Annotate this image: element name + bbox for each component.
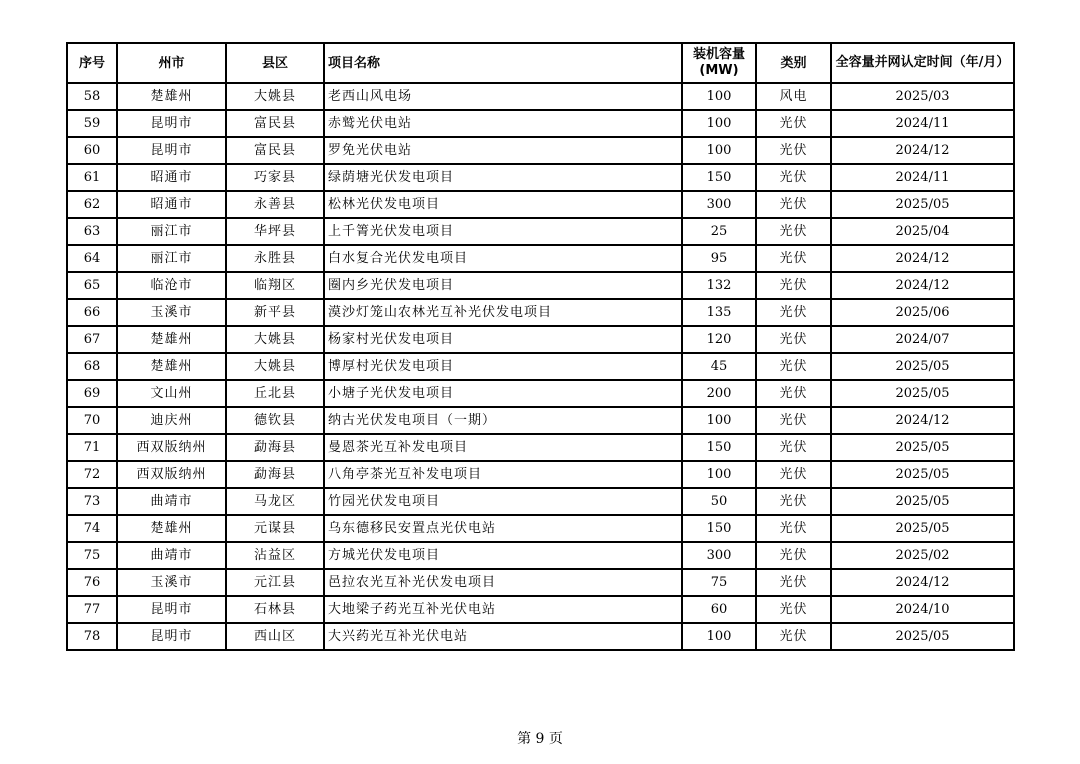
cell-category: 风电 bbox=[756, 83, 831, 110]
cell-prefecture: 昭通市 bbox=[117, 191, 226, 218]
cell-seq: 72 bbox=[67, 461, 117, 488]
cell-grid-date: 2024/12 bbox=[831, 272, 1014, 299]
table-row bbox=[67, 407, 1014, 434]
table-row bbox=[67, 596, 1014, 623]
cell-capacity: 150 bbox=[682, 164, 756, 191]
cell-county: 沾益区 bbox=[226, 542, 324, 569]
cell-county: 临翔区 bbox=[226, 272, 324, 299]
cell-grid-date: 2025/05 bbox=[831, 623, 1014, 650]
cell-county: 大姚县 bbox=[226, 353, 324, 380]
cell-grid-date: 2025/05 bbox=[831, 434, 1014, 461]
cell-capacity: 100 bbox=[682, 623, 756, 650]
cell-seq: 77 bbox=[67, 596, 117, 623]
cell-category: 光伏 bbox=[756, 461, 831, 488]
cell-seq: 64 bbox=[67, 245, 117, 272]
cell-project: 八角亭茶光互补发电项目 bbox=[324, 461, 682, 488]
cell-grid-date: 2025/05 bbox=[831, 353, 1014, 380]
cell-prefecture: 昆明市 bbox=[117, 596, 226, 623]
cell-capacity: 75 bbox=[682, 569, 756, 596]
cell-seq: 78 bbox=[67, 623, 117, 650]
cell-grid-date: 2024/12 bbox=[831, 245, 1014, 272]
cell-project: 小塘子光伏发电项目 bbox=[324, 380, 682, 407]
table-row bbox=[67, 164, 1014, 191]
cell-prefecture: 曲靖市 bbox=[117, 542, 226, 569]
table-row bbox=[67, 137, 1014, 164]
cell-prefecture: 楚雄州 bbox=[117, 515, 226, 542]
cell-capacity: 60 bbox=[682, 596, 756, 623]
cell-seq: 65 bbox=[67, 272, 117, 299]
cell-grid-date: 2024/11 bbox=[831, 110, 1014, 137]
cell-grid-date: 2024/10 bbox=[831, 596, 1014, 623]
cell-seq: 63 bbox=[67, 218, 117, 245]
cell-grid-date: 2024/11 bbox=[831, 164, 1014, 191]
cell-category: 光伏 bbox=[756, 515, 831, 542]
cell-county: 丘北县 bbox=[226, 380, 324, 407]
cell-prefecture: 迪庆州 bbox=[117, 407, 226, 434]
cell-category: 光伏 bbox=[756, 353, 831, 380]
cell-grid-date: 2024/12 bbox=[831, 569, 1014, 596]
cell-county: 勐海县 bbox=[226, 434, 324, 461]
cell-project: 方城光伏发电项目 bbox=[324, 542, 682, 569]
cell-category: 光伏 bbox=[756, 299, 831, 326]
cell-grid-date: 2025/05 bbox=[831, 461, 1014, 488]
cell-seq: 68 bbox=[67, 353, 117, 380]
cell-capacity: 135 bbox=[682, 299, 756, 326]
cell-seq: 59 bbox=[67, 110, 117, 137]
cell-county: 西山区 bbox=[226, 623, 324, 650]
table-row bbox=[67, 380, 1014, 407]
cell-category: 光伏 bbox=[756, 326, 831, 353]
cell-grid-date: 2024/12 bbox=[831, 137, 1014, 164]
table-row bbox=[67, 353, 1014, 380]
cell-seq: 69 bbox=[67, 380, 117, 407]
cell-category: 光伏 bbox=[756, 218, 831, 245]
cell-prefecture: 昆明市 bbox=[117, 110, 226, 137]
cell-seq: 71 bbox=[67, 434, 117, 461]
header-grid-date: 全容量并网认定时间（年/月） bbox=[831, 43, 1014, 83]
cell-county: 德钦县 bbox=[226, 407, 324, 434]
cell-capacity: 100 bbox=[682, 461, 756, 488]
table-row bbox=[67, 434, 1014, 461]
cell-capacity: 300 bbox=[682, 542, 756, 569]
cell-category: 光伏 bbox=[756, 110, 831, 137]
cell-seq: 67 bbox=[67, 326, 117, 353]
cell-category: 光伏 bbox=[756, 137, 831, 164]
table-row bbox=[67, 245, 1014, 272]
cell-category: 光伏 bbox=[756, 623, 831, 650]
cell-project: 纳古光伏发电项目（一期） bbox=[324, 407, 682, 434]
cell-county: 大姚县 bbox=[226, 83, 324, 110]
cell-project: 白水复合光伏发电项目 bbox=[324, 245, 682, 272]
cell-grid-date: 2025/06 bbox=[831, 299, 1014, 326]
cell-seq: 61 bbox=[67, 164, 117, 191]
table-row bbox=[67, 461, 1014, 488]
cell-project: 老西山风电场 bbox=[324, 83, 682, 110]
table-row bbox=[67, 272, 1014, 299]
table-row bbox=[67, 488, 1014, 515]
table-row bbox=[67, 623, 1014, 650]
table-row bbox=[67, 569, 1014, 596]
cell-prefecture: 丽江市 bbox=[117, 218, 226, 245]
cell-category: 光伏 bbox=[756, 407, 831, 434]
cell-project: 竹园光伏发电项目 bbox=[324, 488, 682, 515]
cell-prefecture: 曲靖市 bbox=[117, 488, 226, 515]
cell-grid-date: 2025/05 bbox=[831, 191, 1014, 218]
cell-county: 永善县 bbox=[226, 191, 324, 218]
cell-project: 罗免光伏电站 bbox=[324, 137, 682, 164]
cell-prefecture: 昆明市 bbox=[117, 623, 226, 650]
cell-county: 元江县 bbox=[226, 569, 324, 596]
cell-county: 大姚县 bbox=[226, 326, 324, 353]
cell-category: 光伏 bbox=[756, 191, 831, 218]
cell-capacity: 100 bbox=[682, 407, 756, 434]
cell-capacity: 50 bbox=[682, 488, 756, 515]
table-row bbox=[67, 83, 1014, 110]
cell-county: 马龙区 bbox=[226, 488, 324, 515]
cell-capacity: 25 bbox=[682, 218, 756, 245]
cell-capacity: 100 bbox=[682, 83, 756, 110]
cell-prefecture: 玉溪市 bbox=[117, 569, 226, 596]
cell-project: 松林光伏发电项目 bbox=[324, 191, 682, 218]
cell-category: 光伏 bbox=[756, 245, 831, 272]
table-header-row bbox=[67, 43, 1014, 83]
cell-seq: 66 bbox=[67, 299, 117, 326]
cell-prefecture: 玉溪市 bbox=[117, 299, 226, 326]
header-county: 县区 bbox=[226, 43, 324, 83]
cell-capacity: 45 bbox=[682, 353, 756, 380]
cell-county: 石林县 bbox=[226, 596, 324, 623]
table-row bbox=[67, 326, 1014, 353]
cell-prefecture: 丽江市 bbox=[117, 245, 226, 272]
cell-county: 华坪县 bbox=[226, 218, 324, 245]
cell-prefecture: 文山州 bbox=[117, 380, 226, 407]
cell-grid-date: 2025/05 bbox=[831, 488, 1014, 515]
cell-capacity: 100 bbox=[682, 110, 756, 137]
cell-grid-date: 2024/07 bbox=[831, 326, 1014, 353]
cell-seq: 76 bbox=[67, 569, 117, 596]
cell-category: 光伏 bbox=[756, 569, 831, 596]
cell-seq: 73 bbox=[67, 488, 117, 515]
cell-project: 大地梁子药光互补光伏电站 bbox=[324, 596, 682, 623]
header-project: 项目名称 bbox=[324, 43, 682, 83]
project-table bbox=[66, 42, 1015, 651]
cell-grid-date: 2025/04 bbox=[831, 218, 1014, 245]
cell-project: 漠沙灯笼山农林光互补光伏发电项目 bbox=[324, 299, 682, 326]
cell-seq: 58 bbox=[67, 83, 117, 110]
cell-prefecture: 昆明市 bbox=[117, 137, 226, 164]
cell-seq: 74 bbox=[67, 515, 117, 542]
cell-seq: 75 bbox=[67, 542, 117, 569]
cell-seq: 62 bbox=[67, 191, 117, 218]
table-row bbox=[67, 542, 1014, 569]
header-prefecture: 州市 bbox=[117, 43, 226, 83]
cell-grid-date: 2025/02 bbox=[831, 542, 1014, 569]
cell-project: 杨家村光伏发电项目 bbox=[324, 326, 682, 353]
cell-county: 富民县 bbox=[226, 110, 324, 137]
cell-prefecture: 楚雄州 bbox=[117, 83, 226, 110]
header-category: 类别 bbox=[756, 43, 831, 83]
cell-grid-date: 2024/12 bbox=[831, 407, 1014, 434]
cell-prefecture: 楚雄州 bbox=[117, 326, 226, 353]
cell-project: 大兴药光互补光伏电站 bbox=[324, 623, 682, 650]
table-row bbox=[67, 515, 1014, 542]
cell-seq: 60 bbox=[67, 137, 117, 164]
header-seq: 序号 bbox=[67, 43, 117, 83]
cell-project: 邑拉农光互补光伏发电项目 bbox=[324, 569, 682, 596]
cell-capacity: 100 bbox=[682, 137, 756, 164]
cell-grid-date: 2025/05 bbox=[831, 515, 1014, 542]
cell-grid-date: 2025/03 bbox=[831, 83, 1014, 110]
cell-capacity: 150 bbox=[682, 515, 756, 542]
cell-prefecture: 西双版纳州 bbox=[117, 434, 226, 461]
cell-category: 光伏 bbox=[756, 380, 831, 407]
cell-grid-date: 2025/05 bbox=[831, 380, 1014, 407]
cell-county: 富民县 bbox=[226, 137, 324, 164]
cell-project: 博厚村光伏发电项目 bbox=[324, 353, 682, 380]
cell-capacity: 200 bbox=[682, 380, 756, 407]
cell-project: 绿荫塘光伏发电项目 bbox=[324, 164, 682, 191]
cell-project: 上千箐光伏发电项目 bbox=[324, 218, 682, 245]
cell-capacity: 132 bbox=[682, 272, 756, 299]
cell-county: 新平县 bbox=[226, 299, 324, 326]
page-number: 第 9 页 bbox=[517, 731, 563, 747]
cell-capacity: 95 bbox=[682, 245, 756, 272]
cell-category: 光伏 bbox=[756, 488, 831, 515]
cell-prefecture: 西双版纳州 bbox=[117, 461, 226, 488]
cell-county: 巧家县 bbox=[226, 164, 324, 191]
cell-project: 圈内乡光伏发电项目 bbox=[324, 272, 682, 299]
cell-prefecture: 楚雄州 bbox=[117, 353, 226, 380]
cell-project: 赤鹫光伏电站 bbox=[324, 110, 682, 137]
cell-category: 光伏 bbox=[756, 596, 831, 623]
cell-county: 元谋县 bbox=[226, 515, 324, 542]
cell-project: 曼恩茶光互补发电项目 bbox=[324, 434, 682, 461]
cell-category: 光伏 bbox=[756, 542, 831, 569]
cell-prefecture: 昭通市 bbox=[117, 164, 226, 191]
cell-capacity: 300 bbox=[682, 191, 756, 218]
cell-capacity: 150 bbox=[682, 434, 756, 461]
cell-category: 光伏 bbox=[756, 434, 831, 461]
table-row bbox=[67, 299, 1014, 326]
table-row bbox=[67, 110, 1014, 137]
table-row bbox=[67, 218, 1014, 245]
cell-category: 光伏 bbox=[756, 272, 831, 299]
cell-capacity: 120 bbox=[682, 326, 756, 353]
cell-seq: 70 bbox=[67, 407, 117, 434]
cell-category: 光伏 bbox=[756, 164, 831, 191]
cell-prefecture: 临沧市 bbox=[117, 272, 226, 299]
header-capacity: 装机容量 (MW) bbox=[682, 43, 756, 83]
cell-county: 永胜县 bbox=[226, 245, 324, 272]
cell-county: 勐海县 bbox=[226, 461, 324, 488]
table-row bbox=[67, 191, 1014, 218]
cell-project: 乌东德移民安置点光伏电站 bbox=[324, 515, 682, 542]
